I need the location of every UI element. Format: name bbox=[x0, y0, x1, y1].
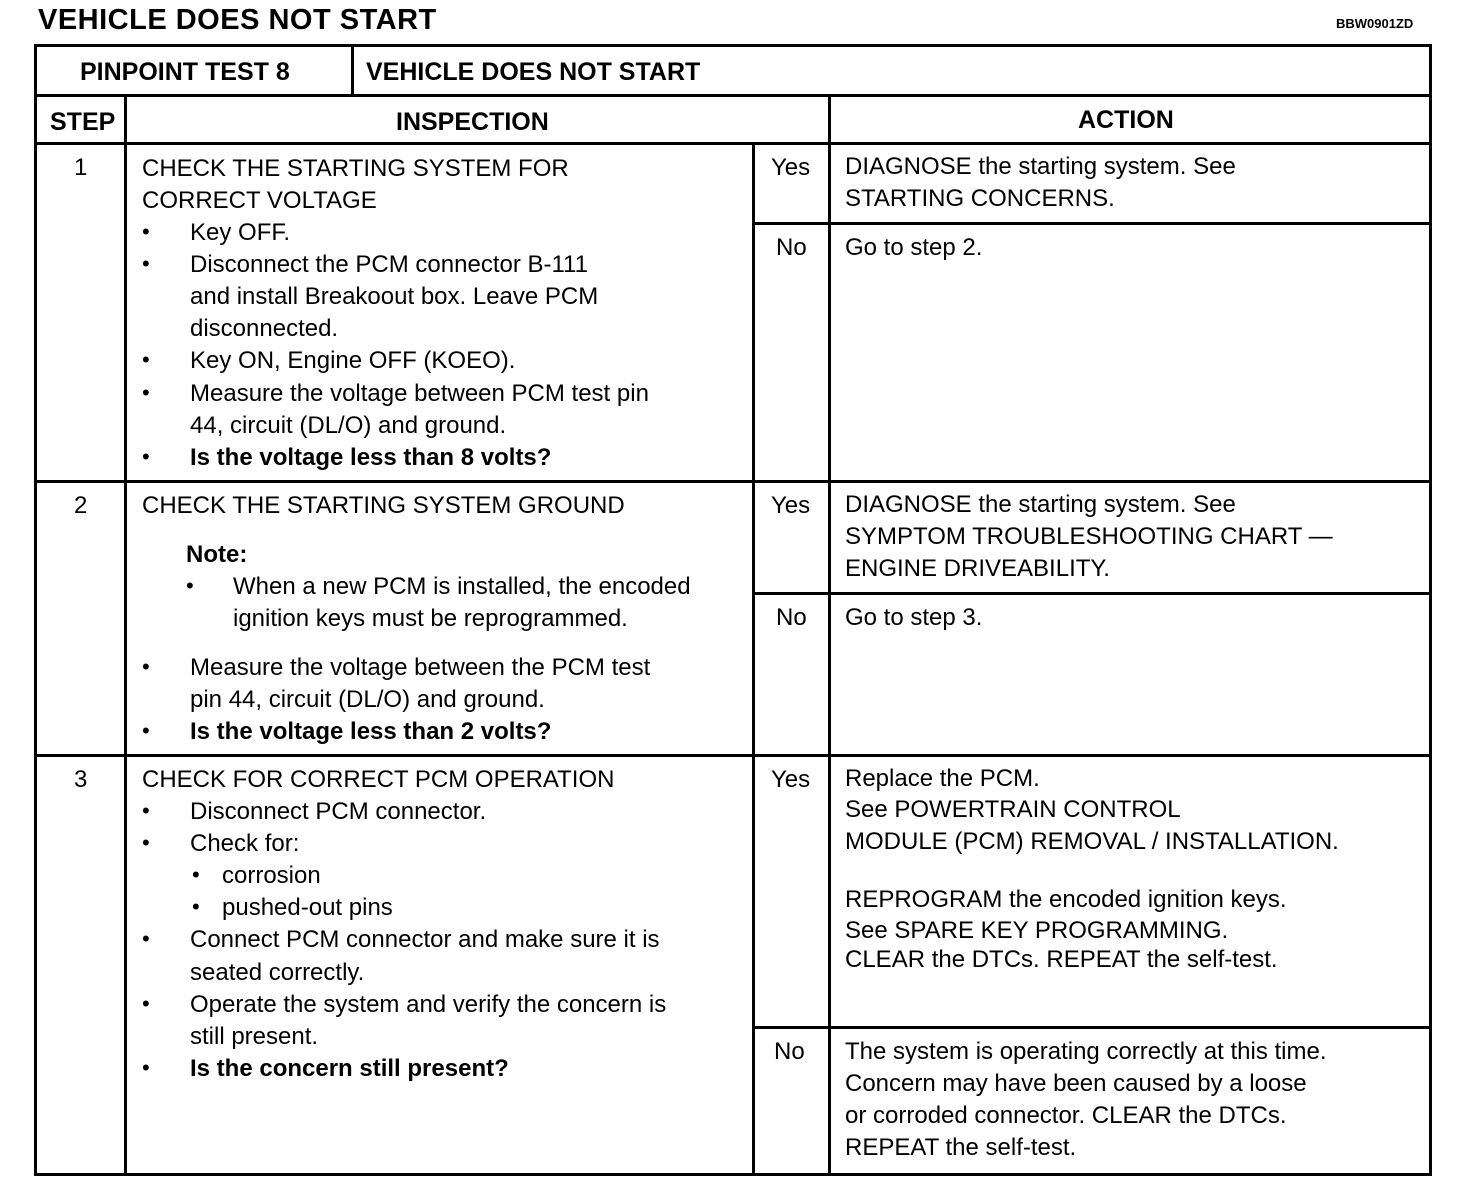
inspection-item: disconnected. bbox=[190, 315, 339, 342]
inspection-question: Is the concern still present? bbox=[190, 1055, 509, 1082]
inspection-item: and install Breakoout box. Leave PCM bbox=[190, 283, 599, 310]
bullet-icon: • bbox=[142, 926, 150, 951]
bullet-icon: • bbox=[186, 573, 194, 598]
inspection-item: Disconnect the PCM connector B-111 bbox=[190, 251, 588, 278]
column-header-action: ACTION bbox=[1078, 106, 1174, 134]
bullet-icon: • bbox=[192, 894, 200, 919]
no-label: No bbox=[774, 1038, 805, 1065]
step-heading: CHECK THE STARTING SYSTEM FOR bbox=[142, 155, 569, 182]
rule-header-bottom bbox=[36, 94, 1431, 97]
action-text: DIAGNOSE the starting system. See bbox=[845, 153, 1236, 180]
action-text: The system is operating correctly at this time. bbox=[845, 1038, 1327, 1065]
step-heading: CHECK FOR CORRECT PCM OPERATION bbox=[142, 766, 615, 793]
inspection-question: Is the voltage less than 2 volts? bbox=[190, 718, 552, 745]
rule-action-col bbox=[828, 95, 831, 1175]
bullet-icon: • bbox=[142, 991, 150, 1016]
yes-label: Yes bbox=[771, 154, 811, 181]
action-text: Go to step 2. bbox=[845, 234, 983, 261]
bullet-icon: • bbox=[142, 1055, 150, 1080]
rule-pinpoint-divider bbox=[351, 46, 354, 96]
note-label: Note: bbox=[186, 541, 248, 568]
yes-label: Yes bbox=[771, 492, 811, 519]
bullet-icon: • bbox=[142, 444, 150, 469]
bullet-icon: • bbox=[142, 718, 150, 743]
inspection-item: 44, circuit (DL/O) and ground. bbox=[190, 412, 507, 439]
pinpoint-test-label: PINPOINT TEST 8 bbox=[80, 58, 290, 86]
action-text: REPEAT the self-test. bbox=[845, 1134, 1077, 1161]
action-text: CLEAR the DTCs. REPEAT the self-test. bbox=[845, 946, 1278, 973]
step-number: 3 bbox=[74, 766, 88, 793]
rule-step1-bottom bbox=[36, 480, 1431, 483]
step-heading: CHECK THE STARTING SYSTEM GROUND bbox=[142, 492, 625, 519]
action-text: DIAGNOSE the starting system. See bbox=[845, 491, 1236, 518]
inspection-item: still present. bbox=[190, 1023, 319, 1050]
pinpoint-test-name: VEHICLE DOES NOT START bbox=[366, 58, 701, 86]
bullet-icon: • bbox=[142, 798, 150, 823]
bullet-icon: • bbox=[192, 862, 200, 887]
bullet-icon: • bbox=[142, 251, 150, 276]
step-heading: CORRECT VOLTAGE bbox=[142, 187, 377, 214]
inspection-subitem: corrosion bbox=[222, 862, 321, 889]
inspection-item: Key OFF. bbox=[190, 219, 291, 246]
inspection-item: Check for: bbox=[190, 830, 300, 857]
bullet-icon: • bbox=[142, 347, 150, 372]
note-text: ignition keys must be reprogrammed. bbox=[233, 605, 628, 632]
action-text: Concern may have been caused by a loose bbox=[845, 1070, 1307, 1097]
rule-step2-bottom bbox=[36, 754, 1431, 757]
rule-step-col bbox=[124, 95, 127, 1175]
rule-yesno-col bbox=[752, 144, 755, 1175]
inspection-item: Measure the voltage between PCM test pin bbox=[190, 380, 649, 407]
column-header-step: STEP bbox=[50, 108, 116, 136]
rule-step2-yesno bbox=[754, 592, 1431, 595]
step-number: 1 bbox=[74, 154, 88, 181]
inspection-item: Key ON, Engine OFF (KOEO). bbox=[190, 347, 516, 374]
action-text: or corroded connector. CLEAR the DTCs. bbox=[845, 1102, 1287, 1129]
note-text: When a new PCM is installed, the encoded bbox=[233, 573, 691, 600]
no-label: No bbox=[776, 234, 807, 261]
inspection-item: Operate the system and verify the concern is bbox=[190, 991, 667, 1018]
action-text: ENGINE DRIVEABILITY. bbox=[845, 555, 1110, 582]
column-header-inspection: INSPECTION bbox=[396, 108, 549, 136]
inspection-question: Is the voltage less than 8 volts? bbox=[190, 444, 552, 471]
inspection-item: pin 44, circuit (DL/O) and ground. bbox=[190, 686, 545, 713]
action-text: Replace the PCM. bbox=[845, 765, 1040, 792]
action-text: SYMPTOM TROUBLESHOOTING CHART — bbox=[845, 523, 1333, 550]
inspection-item: Measure the voltage between the PCM test bbox=[190, 654, 651, 681]
yes-label: Yes bbox=[771, 766, 811, 793]
bullet-icon: • bbox=[142, 654, 150, 679]
inspection-item: Disconnect PCM connector. bbox=[190, 798, 487, 825]
rule-step1-yesno bbox=[754, 222, 1431, 225]
document-code: BBW0901ZD bbox=[1336, 16, 1414, 31]
action-text: See POWERTRAIN CONTROL bbox=[845, 796, 1181, 823]
action-text: STARTING CONCERNS. bbox=[845, 185, 1115, 212]
action-text: See SPARE KEY PROGRAMMING. bbox=[845, 917, 1229, 944]
rule-step3-yesno bbox=[754, 1026, 1431, 1029]
bullet-icon: • bbox=[142, 380, 150, 405]
bullet-icon: • bbox=[142, 219, 150, 244]
rule-colheader-bottom bbox=[36, 142, 1431, 145]
action-text: Go to step 3. bbox=[845, 604, 983, 631]
inspection-subitem: pushed-out pins bbox=[222, 894, 393, 921]
bullet-icon: • bbox=[142, 830, 150, 855]
no-label: No bbox=[776, 604, 807, 631]
action-text: REPROGRAM the encoded ignition keys. bbox=[845, 886, 1287, 913]
action-text: MODULE (PCM) REMOVAL / INSTALLATION. bbox=[845, 828, 1339, 855]
document-title: VEHICLE DOES NOT START bbox=[38, 4, 437, 36]
inspection-item: seated correctly. bbox=[190, 959, 365, 986]
inspection-item: Connect PCM connector and make sure it is bbox=[190, 926, 660, 953]
step-number: 2 bbox=[74, 492, 88, 519]
